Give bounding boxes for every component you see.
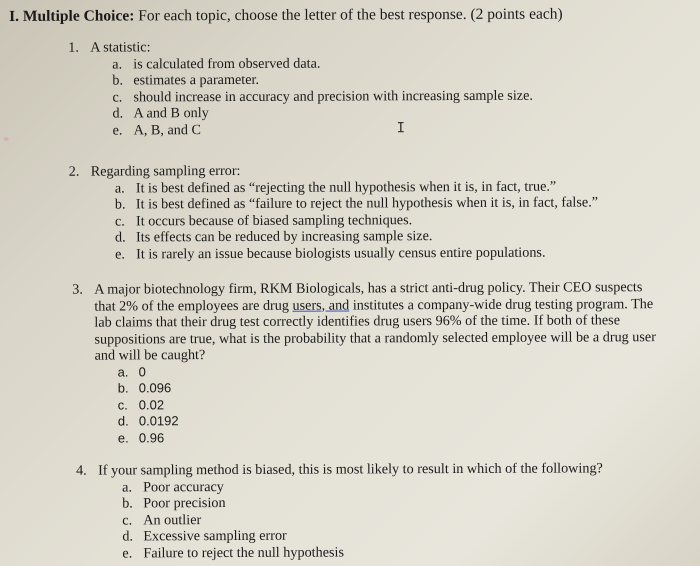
choice-letter: d. (117, 413, 129, 429)
section-header-bold: I. Multiple Choice: (9, 7, 135, 25)
question-text (94, 279, 687, 364)
choice-letter: b. (112, 72, 124, 89)
choice-text: estimates a parameter. (133, 71, 260, 89)
question-text-line: A major biotechnology firm, RKM Biologicals, has a strict anti-drug policy. Their CEO suspects (94, 279, 643, 298)
choice-text: 0.096 (138, 380, 172, 396)
question-stem (68, 37, 628, 56)
question-text: Regarding sampling error: (90, 162, 241, 180)
choice-e[interactable] (118, 428, 688, 447)
choice-letter: b. (122, 495, 133, 512)
question-text: If your sampling method is biased, this is most likely to result in which of the following? (98, 460, 603, 479)
question-stem (69, 161, 679, 180)
choice-letter: d. (115, 229, 126, 246)
choice-text: Failure to reject the null hypothesis (143, 544, 345, 561)
question-2 (69, 161, 679, 263)
choice-text: should increase in accuracy and precision with increasing sample size. (133, 87, 533, 105)
underlined-phrase: users, and (292, 296, 350, 314)
choice-letter: a. (117, 363, 129, 379)
question-text: A statistic: (90, 39, 151, 56)
choice-letter: d. (122, 528, 134, 545)
choice-text: Poor accuracy (143, 478, 224, 495)
choice-list (118, 362, 688, 447)
question-text-line: suppositions are true, what is the probability that a randomly selected employee will be a drug user (94, 328, 656, 348)
choice-letter: a. (114, 179, 125, 197)
question-number: 2. (68, 163, 80, 180)
choice-text: Its effects can be reduced by increasing sample size. (136, 228, 433, 246)
choice-letter: e. (115, 245, 126, 263)
choice-letter: a. (122, 478, 133, 495)
question-4 (76, 460, 686, 562)
choice-letter: c. (114, 212, 125, 230)
choice-letter: c. (122, 511, 133, 528)
question-text-line: and will be caught? (94, 347, 206, 364)
margin-mark (4, 137, 9, 141)
question-1 (68, 37, 628, 138)
choice-list (122, 477, 686, 562)
choice-text: Poor precision (143, 495, 226, 512)
choice-text: A, B, and C (133, 121, 201, 138)
choice-letter: e. (117, 429, 129, 445)
choice-letter: b. (114, 196, 126, 213)
choice-text: is calculated from observed data. (133, 55, 321, 72)
question-number: 3. (72, 281, 83, 298)
question-stem (72, 279, 687, 364)
choice-letter: c. (117, 396, 128, 412)
question-text-segment: institutes a company-wide drug testing program. The (349, 295, 654, 313)
choice-letter: b. (117, 380, 129, 396)
choice-text: It is best defined as “failure to reject the null hypothesis when it is, in fact, false.” (135, 194, 599, 213)
choice-letter: e. (122, 544, 133, 561)
choice-text: It occurs because of biased sampling techniques. (135, 211, 413, 229)
question-number: 1. (68, 39, 79, 56)
question-stem (76, 460, 686, 479)
choice-letter: e. (112, 121, 123, 139)
question-number: 4. (76, 462, 87, 479)
choice-text: 0.96 (138, 429, 165, 445)
choice-text: It is best defined as “rejecting the null hypothesis when it is, in fact, true.” (135, 178, 557, 196)
choice-text: A and B only (133, 105, 209, 122)
choice-list (115, 178, 679, 263)
section-header (9, 6, 563, 26)
choice-b[interactable] (115, 194, 679, 213)
choice-letter: a. (112, 55, 123, 73)
choice-text: It is rarely an issue because biologists usually census entire populations. (136, 244, 546, 262)
section-header-instructions: For each topic, choose the letter of the best response. (2 points each) (134, 5, 563, 25)
choice-text: 0.0192 (138, 413, 179, 429)
text-cursor-icon: I (396, 120, 406, 137)
choice-text: An outlier (143, 511, 202, 528)
choice-text: 0.02 (138, 396, 165, 412)
question-3 (72, 279, 688, 447)
question-text-segment: that 2% of the employees are drug (94, 297, 293, 315)
choice-letter: d. (112, 105, 124, 122)
choice-list (112, 54, 628, 139)
question-text-line: lab claims that their drug test correctly identifies drug users 96% of the time. If both of these (94, 312, 621, 331)
choice-letter: c. (112, 88, 123, 106)
choice-e[interactable] (122, 543, 686, 562)
choice-text: 0 (138, 363, 146, 379)
choice-text: Excessive sampling error (143, 527, 287, 545)
choice-e[interactable] (115, 244, 679, 263)
choice-e[interactable] (113, 120, 629, 139)
